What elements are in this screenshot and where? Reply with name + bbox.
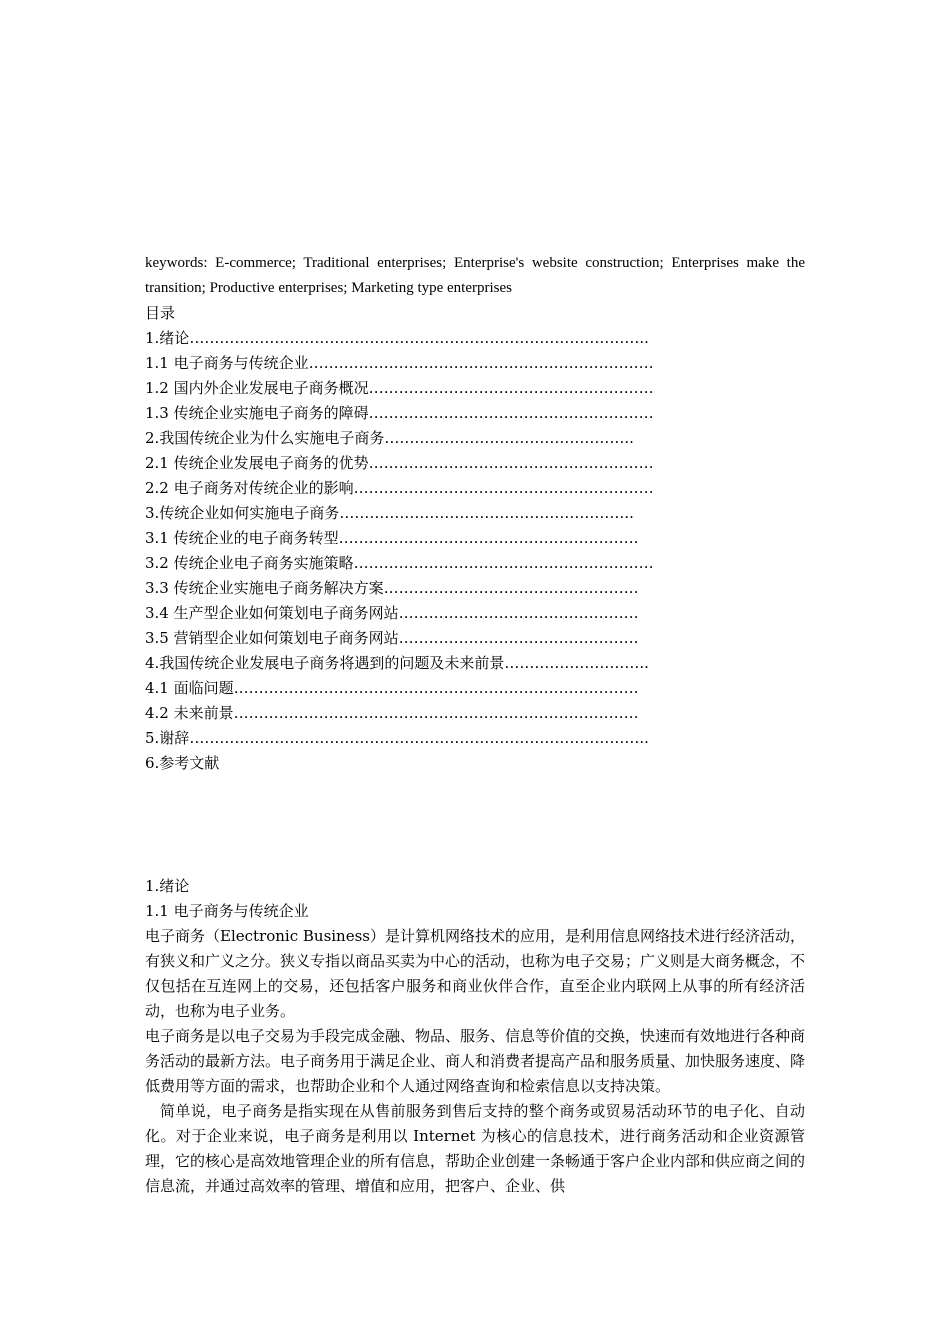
toc-entry-4[interactable] (145, 651, 705, 676)
toc-entry-6[interactable] (145, 751, 705, 776)
toc-entry-3-1[interactable] (145, 526, 705, 551)
toc-entry-label: 4.我国传统企业发展电子商务将遇到的问题及未来前景 (145, 654, 505, 672)
toc-entry-3-4[interactable] (145, 601, 705, 626)
toc-leader-dots: ………………………………………… (398, 629, 639, 647)
body-paragraph: 电子商务（Electronic Business）是计算机网络技术的应用，是利用信息网络技术进行经济活动，有狭义和广义之分。狭义专指以商品买卖为中心的活动，也称为电子交易；广义则是大商务概念，不仅包括在互连网上的交易，还包括客户服务和商业伙伴合作，直至企业内联网上从事的所有经济活动，也称为电子业务。 (145, 927, 806, 1020)
table-of-contents (145, 326, 705, 776)
keywords-text: keywords: E-commerce; Traditional enterprises; Enterprise's website construction; Enterprises make the transition; Productive enterprises; Marketing type enterprises (145, 255, 805, 296)
toc-leader-dots: ……………………………………………………………………… (233, 704, 639, 722)
toc-entry-label: 3.1 传统企业的电子商务转型 (145, 529, 339, 547)
toc-entry-3[interactable] (145, 501, 705, 526)
toc-leader-dots: …………………………………………………… (353, 554, 654, 572)
toc-entry-label: 4.1 面临问题 (145, 679, 234, 697)
toc-entry-1-2[interactable] (145, 376, 705, 401)
toc-leader-dots: ………………………………………………….. (339, 504, 634, 522)
toc-leader-dots: ……………………………………………………………………… (233, 679, 639, 697)
toc-leader-dots: ………………………………………………… (368, 404, 654, 422)
toc-entry-4-2[interactable] (145, 701, 705, 726)
toc-entry-label: 6.参考文献 (145, 754, 220, 772)
toc-entry-3-2[interactable] (145, 551, 705, 576)
toc-entry-label: 5.谢辞 (145, 729, 190, 747)
toc-entry-label: 2.1 传统企业发展电子商务的优势 (145, 454, 369, 472)
toc-entry-label: 3.传统企业如何实施电子商务 (145, 504, 340, 522)
toc-leader-dots: ………………………………………….. (384, 429, 634, 447)
toc-entry-2[interactable] (145, 426, 705, 451)
toc-entry-1-1[interactable] (145, 351, 705, 376)
toc-title: 目录 (145, 304, 176, 322)
toc-entry-label: 2.2 电子商务对传统企业的影响 (145, 479, 354, 497)
toc-leader-dots: …………………………………………… (383, 579, 639, 597)
toc-entry-label: 3.5 营销型企业如何策划电子商务网站 (145, 629, 399, 647)
toc-leader-dots: ………………………………………………… (368, 379, 654, 397)
toc-entry-label: 3.4 生产型企业如何策划电子商务网站 (145, 604, 399, 622)
toc-entry-label: 3.3 传统企业实施电子商务解决方案 (145, 579, 384, 597)
toc-entry-2-1[interactable] (145, 451, 705, 476)
section-heading: 1.1 电子商务与传统企业 (145, 902, 309, 920)
toc-leader-dots: ……………………….. (504, 654, 649, 672)
toc-entry-label: 1.3 传统企业实施电子商务的障碍 (145, 404, 369, 422)
toc-entry-3-5[interactable] (145, 626, 705, 651)
toc-entry-1-3[interactable] (145, 401, 705, 426)
toc-leader-dots: …………………………………………………… (353, 479, 654, 497)
toc-entry-label: 1.2 国内外企业发展电子商务概况 (145, 379, 369, 397)
toc-leader-dots: ……………………………………………………………………………….. (189, 729, 649, 747)
toc-entry-4-1[interactable] (145, 676, 705, 701)
toc-leader-dots: ………………………………………… (398, 604, 639, 622)
toc-entry-2-2[interactable] (145, 476, 705, 501)
chapter-1-section (145, 874, 805, 1199)
toc-entry-3-3[interactable] (145, 576, 705, 601)
chapter-heading: 1.绪论 (145, 877, 190, 895)
toc-leader-dots: ……………………………………………………………………………….. (189, 329, 649, 347)
toc-entry-label: 1.1 电子商务与传统企业 (145, 354, 309, 372)
toc-entry-1[interactable] (145, 326, 705, 351)
toc-entry-label: 4.2 未来前景 (145, 704, 234, 722)
toc-entry-5[interactable] (145, 726, 705, 751)
body-paragraph: 简单说，电子商务是指实现在从售前服务到售后支持的整个商务或贸易活动环节的电子化、自动化。对于企业来说，电子商务是利用以 Internet 为核心的信息技术，进行商务活动和企业资源管理，它的核心是高效地管理企业的所有信息，帮助企业创建一条畅通于客户企业内部和供应商之间的信息流，并通过高效率的管理、增值和应用，把客户、企业、供 (145, 1102, 806, 1195)
toc-entry-label: 2.我国传统企业为什么实施电子商务 (145, 429, 385, 447)
toc-leader-dots: ………………………………………………… (368, 454, 654, 472)
toc-entry-label: 3.2 传统企业电子商务实施策略 (145, 554, 354, 572)
toc-leader-dots: …………………………………………………… (338, 529, 639, 547)
toc-leader-dots: …………………………………………………………… (308, 354, 654, 372)
keywords-line (145, 251, 805, 301)
toc-entry-label: 1.绪论 (145, 329, 190, 347)
body-paragraph: 电子商务是以电子交易为手段完成金融、物品、服务、信息等价值的交换，快速而有效地进行各种商务活动的最新方法。电子商务用于满足企业、商人和消费者提高产品和服务质量、加快服务速度、降低费用等方面的需求，也帮助企业和个人通过网络查询和检索信息以支持决策。 (145, 1027, 806, 1095)
